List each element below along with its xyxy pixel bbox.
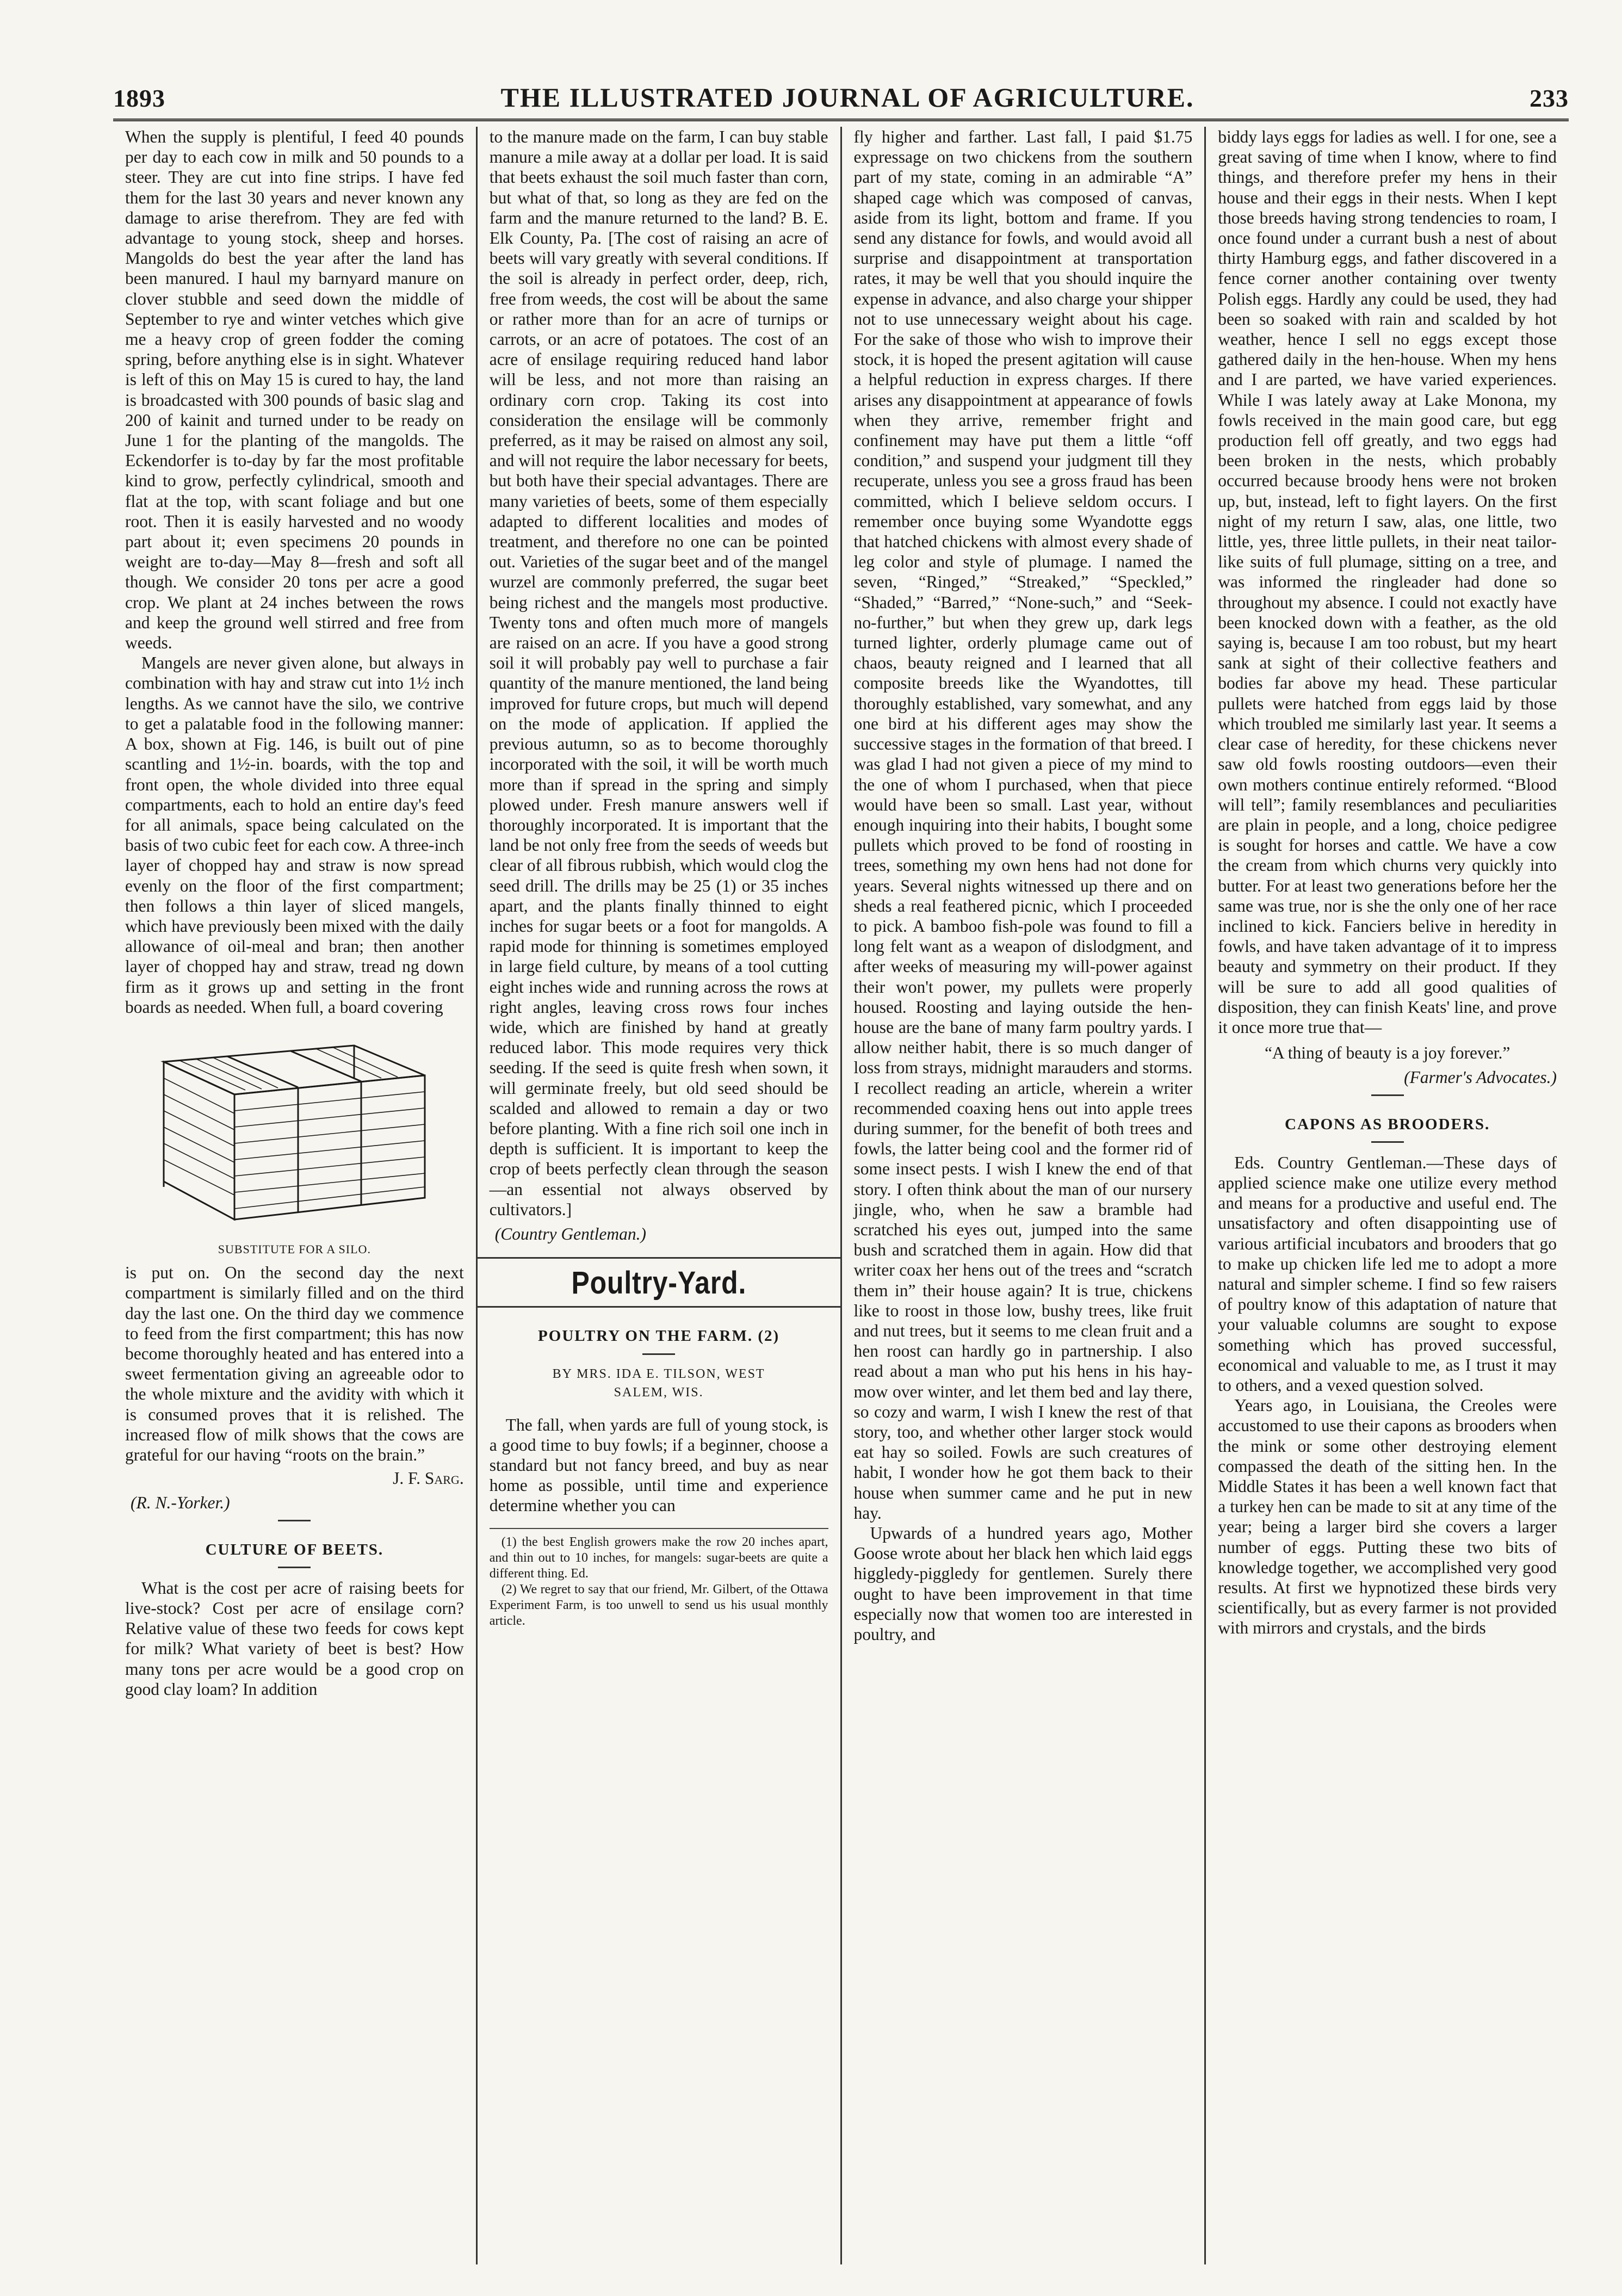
column-4 xyxy=(1204,127,1569,2264)
byline xyxy=(490,1365,828,1402)
source-credit: (Farmer's Advocates.) xyxy=(1404,1068,1557,1087)
source-credit: (R. N.-Yorker.) xyxy=(131,1493,230,1513)
byline-line: SALEM, WIS. xyxy=(614,1385,704,1400)
department-title: Poultry-Yard. xyxy=(571,1265,746,1301)
footnote: (2) We regret to say that our friend, Mr. Gilbert, of the Ottawa Experiment Farm, is too unwell to send us his usual monthly article. xyxy=(489,1582,828,1628)
divider xyxy=(642,1353,675,1355)
divider xyxy=(478,1306,840,1308)
column-3 xyxy=(840,127,1205,2264)
section-heading: CULTURE OF BEETS. xyxy=(205,1540,384,1558)
paragraph: biddy lays eggs for ladies as well. I for one, see a great saving of time when I know, where to find things, and therefore prefer my hens in their house and their eggs in their nests. When I kept those breeds having strong tendencies to roam, I once found under a currant bush a nest of about thirty Hamburg eggs, and father discovered in a fence corner another containing over twenty Polish eggs. Hardly any could be used, they had been so soaked with rain and scalded by hot weather, hence I sell no eggs except those gathered daily in the hen-house. When my hens and I are parted, we have varied experiences. While I was lately away at Lake Monona, my fowls received in the main good care, but egg production fell off greatly, and two eggs had been broken in the nests, which probably occurred because broody hens were not broken up, but, instead, left to fight layers. On the first night of my return I saw, alas, one little, two little, yes, three little pullets, in their neat tailor-like suits of full plumage, sitting on a tree, and was informed the ringleader had done so throughout my absence. I could not exactly have been knocked down with a feather, as the old saying is, because I am too robust, but my heart sank at sight of their collective feathers and bodies far above my head. These particular pullets were hatched from eggs laid by those which troubled me similarly last year. It seems a clear case of heredity, for these chickens never saw old fowls roosting outdoors—even their own mothers continue entirely reformed. “Blood will tell”; family resemblances and peculiarities are plain in people, and a long, choice pedigree is sought for horses and cattle. We have a cow the cream from which churns very quickly into butter. For at least two generations before her the same was true, nor is she the only one of her race inclined to kick. Fanciers belive in heredity in fowls, and have taken advantage of it to impress beauty and symmetry on their product. If they will be sure to add all good qualities of disposition, they can finish Keats' line, and prove it once more true that— xyxy=(1218,127,1557,1037)
paragraph: The fall, when yards are full of young stock, is a good time to buy fowls; if a beginner, choose a standard but not fancy breed, and buy as near home as possible, until time and experience determine whether you can xyxy=(489,1415,828,1515)
silo-substitute-figure xyxy=(125,1024,464,1259)
feed-box-illustration xyxy=(142,1024,447,1236)
header-year: 1893 xyxy=(113,84,165,112)
page-number: 233 xyxy=(1530,84,1569,112)
paragraph: Years ago, in Louisiana, the Creoles were accustomed to use their capons as brooders when the mink or some other destroying element compassed the death of the sitting hen. In the Middle States it has been a well known fact that a turkey hen can be made to sit at any time of the year; being a larger bird she covers a larger number of eggs. Putting these two bits of knowledge together, we accomplished very good results. At first we hypnotized these birds very scientifically, but as every farmer is not provided with mirrors and crystals, and the birds xyxy=(1218,1396,1557,1638)
divider xyxy=(1371,1141,1404,1143)
running-head xyxy=(113,82,1569,121)
divider xyxy=(478,1257,840,1259)
column-2 xyxy=(476,127,840,2264)
paragraph: Eds. Country Gentleman.—These days of applied science make one utilize every method and means for a productive and useful end. The unsatisfactory and often disappointing use of various artificial incubators and brooders that go to make up chicken life led me to adopt a more natural and simpler scheme. I find so few raisers of poultry know of this adaptation of nature that your valuable columns are sought to expose something which has proved successful, economical and valuable to me, as I trust it may to others, and a vexed question solved. xyxy=(1218,1153,1557,1395)
paragraph: to the manure made on the farm, I can buy stable manure a mile away at a dollar per load. It is said that beets exhaust the soil much faster than corn, but what of that, so long as they are fed on the farm and the manure returned to the land? B. E. Elk County, Pa. [The cost of raising an acre of beets will vary greatly with several conditions. If the soil is already in perfect order, deep, rich, free from weeds, the cost will be about the same or rather more than for an acre of turnips or carrots, or an acre of potatoes. The cost of an acre of ensilage requiring reduced hand labor will be less, and not more than raising an ordinary corn crop. Taking its cost into consideration the ensilage will be commonly preferred, as it may be raised on almost any soil, and will not require the labor necessary for beets, but both have their special advantages. There are many varieties of beets, some of them especially adapted to different localities and modes of treatment, and therefore no one can be pointed out. Varieties of the sugar beet and of the mangel wurzel are commonly preferred, the sugar beet being richest and the mangels most productive. Twenty tons and often much more of mangels are raised on an acre. If you have a good strong soil it will probably pay well to purchase a fair quantity of the manure mentioned, the land being improved for future crops, but much will depend on the mode of application. If applied the previous autumn, so as to become thoroughly incorporated with the soil, it will be worth much more than if spread in the spring and simply plowed under. Fresh manure answers well if thoroughly incorporated. It is important that the land be not only free from the seeds of weeds but clear of all fibrous rubbish, which would clog the seed drill. The drills may be 25 (1) or 35 inches apart, and the plants finally thinned to eight inches for sugar beets or a foot for mangolds. A rapid mode for thinning is sometimes employed in large field culture, by means of a tool cutting eight inches wide and running across the rows at right angles, leaving cross rows four inches wide, which are finished by hand at greatly reduced labor. This mode requires very thick seeding. If the seed is quite fresh when sown, it will germinate freely, but old seed should be scalded and allowed to remain a day or two before planting. With a fine rich soil one inch in depth is sufficient. It is important to keep the crop of beets perfectly clean through the season—an essential not always observed by cultivators.] xyxy=(489,127,828,1219)
figure-caption: SUBSTITUTE FOR A SILO. xyxy=(218,1242,371,1256)
divider xyxy=(278,1520,311,1521)
paragraph: Mangels are never given alone, but always in combination with hay and straw cut into 1½ inch lengths. As we cannot have the silo, we contrive to get a palatable food in the following manner: A box, shown at Fig. 146, is built out of pine scantling and 1½-in. boards, with the top and front open, the whole divided into three equal compartments, each to hold an entire day's feed for all animals, space being calculated on the basis of two cubic feet for each cow. A three-inch layer of chopped hay and straw is now spread evenly on the floor of the first compartment; then follows a thin layer of sliced mangels, which have previously been mixed with the daily allowance of oil-meal and bran; then another layer of chopped hay and straw, tread ng down firm as it grows up and setting in the front boards as needed. When full, a board covering xyxy=(125,653,464,1017)
paragraph: is put on. On the second day the next compartment is similarly filled and on the third day the last one. On the third day we commence to feed from the first compartment; this has now become thoroughly heated and has entered into a sweet fermentation giving an agreeable odor to the whole mixture and the avidity with which it is consumed proves that it is relished. The increased flow of milk shows that the cows are grateful for our having “roots on the brain.” xyxy=(125,1263,464,1464)
paragraph: fly higher and farther. Last fall, I paid $1.75 expressage on two chickens from the southern part of my state, coming in an admirable “A” shaped cage which was composed of canvas, aside from its light, bottom and frame. If you send any distance for fowls, and would avoid all surprise and disappointment at transportation rates, it may be well that you should inquire the expense in advance, and also charge your shipper not to use unnecessary weight about his cage. For the sake of those who wish to improve their stock, it is hoped the present agitation will cause a helpful reduction in express charges. If there arises any disappointment at appearance of fowls when they arrive, remember fright and confinement may have put them a little “off condition,” and suspend your judgment till they recuperate, unless you see a gross fraud has been committed, which I believe seldom occurs. I remember once buying some Wyandotte eggs that hatched chickens with almost every shade of leg color and style of plumage. I named the seven, “Ringed,” “Streaked,” “Speckled,” “Shaded,” “Barred,” “None-such,” and “Seek-no-further,” but when they grew up, dark legs turned lighter, orderly plumage came out of chaos, beauty reigned and I learned that all composite breeds like the Wyandottes, till thoroughly established, vary somewhat, and any one bird at his different ages may show the successive stages in the formation of that breed. I was glad I had not given a piece of my mind to the one of whom I purchased, when that piece would have been so small. Last year, without enough inquiring into their habits, I bought some pullets which proved to be fond of roosting in trees, something my own hens had not done for years. Several nights witnessed up there and on sheds a real feathered picnic, which I proceeded to pick. A bamboo fish-pole was found to fill a long felt want as a weapon of dislodgment, and after weeks of measuring my will-power against their won't power, my pullets were properly housed. Roosting and laying outside the hen-house are the bane of many farm poultry yards. I allow neither habit, there is so much danger of loss from strays, midnight marauders and storms. I recollect reading an article, wherein a writer recommended coaxing hens out into apple trees during summer, for the benefit of both trees and fowls, the latter being cool and the former rid of some insect pests. I wish I knew the end of that story. I often think about the man of our nursery jingle, who, when he saw a bramble had scratched his eyes out, jumped into the same bush and scratched them in again. How did that writer coax her hens out of the trees and “scratch them in” their house again? It is true, chickens like to roost in those low, bushy trees, like fruit and nut trees, but it seems to me clean fruit and a hen roost can hardly go in partnership. I also read about a man who put his hens in his hay-mow over winter, and let them bed and lay there, so cozy and warm, I wish I knew the rest of that story, too, and whether other larger stock would eat hay so soiled. Fowls are such creatures of habit, I wonder how he got them back to their house when summer came and he put in new hay. xyxy=(853,127,1193,1523)
journal-title: THE ILLUSTRATED JOURNAL OF AGRICULTURE. xyxy=(500,82,1194,113)
quotation: “A thing of beauty is a joy forever.” xyxy=(1264,1043,1510,1063)
paragraph: What is the cost per acre of raising beets for live-stock? Cost per acre of ensilage corn? Relative value of these two feeds for cows kept for milk? What variety of beet is best? How many tons per acre would be a good crop on good clay loam? In addition xyxy=(125,1578,464,1699)
column-1 xyxy=(113,127,476,2264)
author-signature: J. F. Sarg. xyxy=(393,1469,464,1488)
source-credit: (Country Gentleman.) xyxy=(494,1224,646,1243)
divider xyxy=(1371,1094,1404,1096)
paragraph: When the supply is plentiful, I feed 40 pounds per day to each cow in milk and 50 pounds to a steer. They are cut into fine strips. I have fed them for the last 30 years and never known any damage to arise therefrom. They are fed with advantage to young stock, sheep and horses. Mangolds do best the year after the land has been manured. I haul my barnyard manure on clover stubble and seed down the middle of September to rye and winter vetches which give me a heavy crop of green fodder the coming spring, before anything else is in sight. Whatever is left of this on May 15 is cured to hay, the land is broadcasted with 300 pounds of basic slag and 200 of kainit and turned under to be ready on June 1 for the planting of the mangolds. The Eckendorfer is to-day by far the most profitable kind to grow, perfectly cylindrical, smooth and flat at the top, with scant foliage and but one root. Then it is easily harvested and no woody part about it; even specimens 20 pounds in weight are to-day—May 8—fresh and soft all though. We consider 20 tons per acre a good crop. We plant at 24 inches between the rows and keep the ground well stirred and free from weeds. xyxy=(125,127,464,653)
byline-line: BY MRS. IDA E. TILSON, WEST xyxy=(552,1366,765,1381)
divider xyxy=(278,1567,311,1568)
footnote: (1) the best English growers make the row 20 inches apart, and thin out to 10 inches, for mangels: sugar-beets are quite a different thing. Ed. xyxy=(489,1534,828,1581)
text-columns xyxy=(113,127,1569,2264)
section-heading: CAPONS AS BROODERS. xyxy=(1285,1115,1490,1133)
paragraph: Upwards of a hundred years ago, Mother Goose wrote about her black hen which laid eggs higgledy-piggledy for gentlemen. Surely there ought to have been improvement in that time especially now that women too are interested in poultry, and xyxy=(853,1524,1193,1644)
article-heading: POULTRY ON THE FARM. (2) xyxy=(538,1327,780,1345)
footnotes xyxy=(490,1528,828,1629)
